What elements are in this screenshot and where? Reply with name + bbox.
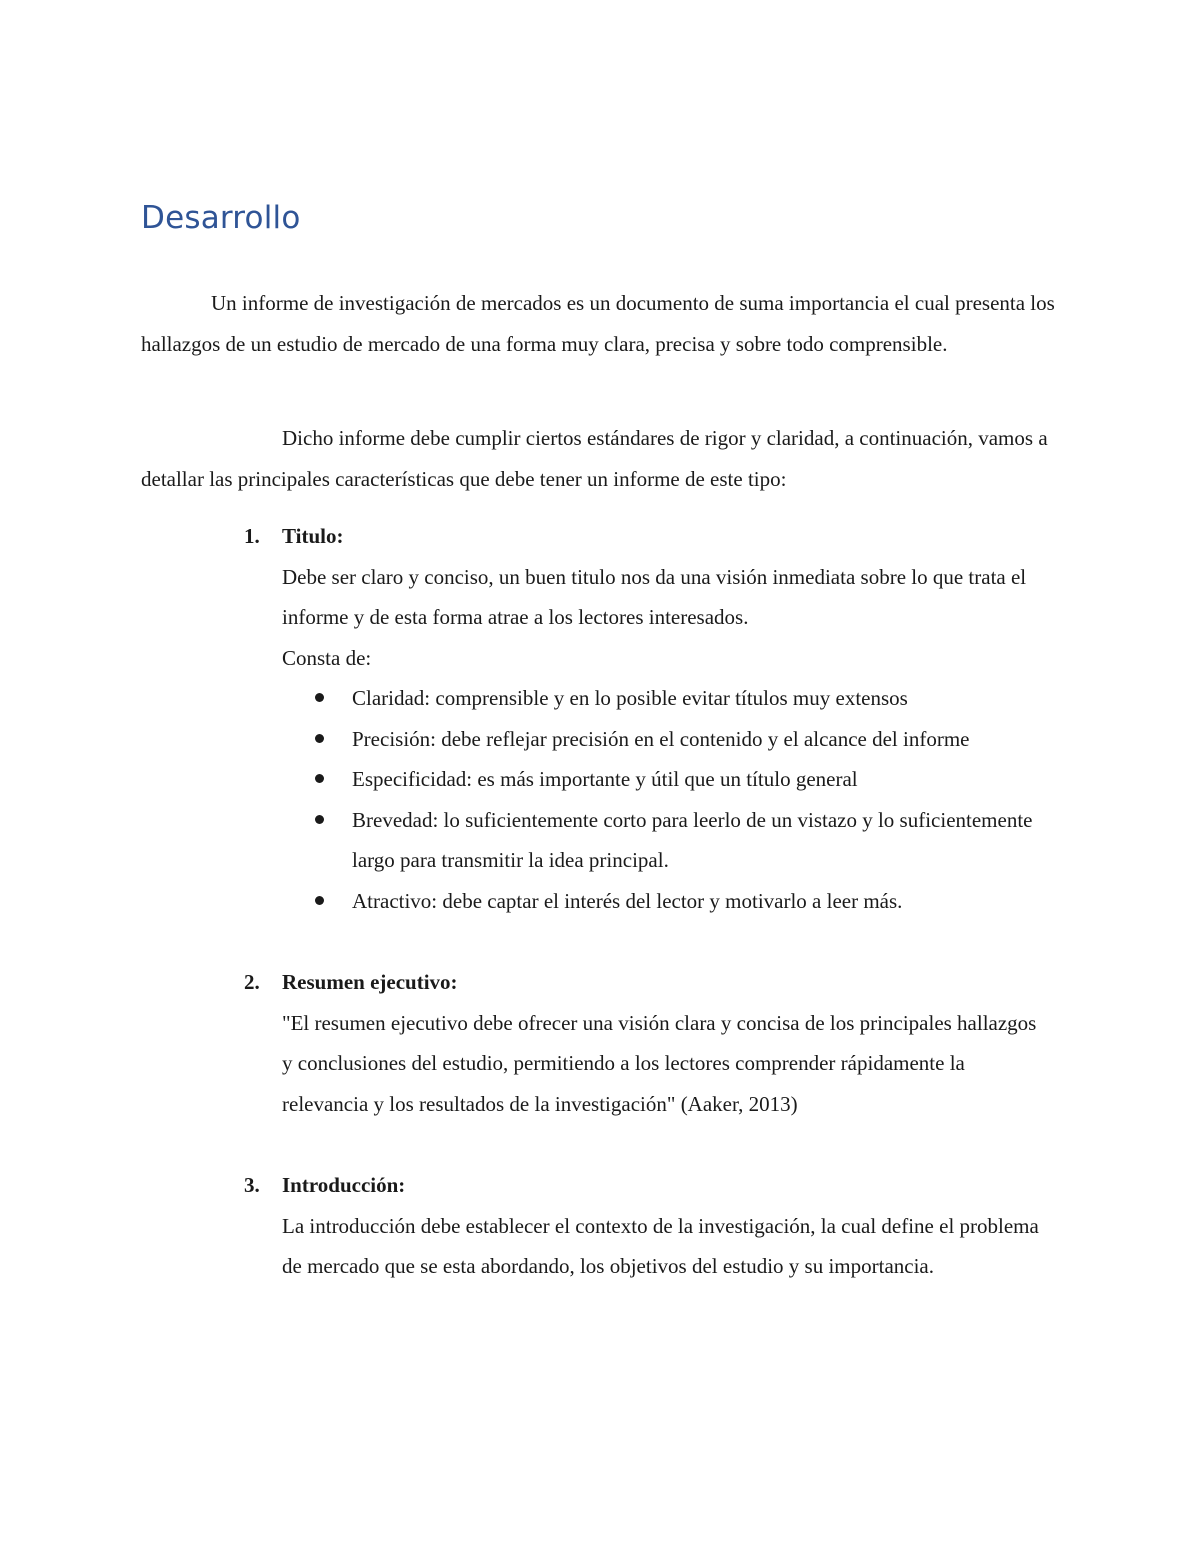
bullet-list — [282, 678, 1051, 921]
intro-paragraph: Un informe de investigación de mercados es un documento de suma importancia el cual presenta los hallazgos de un estudio de mercado de una forma muy clara, precisa y sobre todo comprensible. — [141, 291, 1055, 356]
list-item-text: Debe ser claro y conciso, un buen titulo nos da una visión inmediata sobre lo que trata el informe y de esta forma atrae a los lectores interesados. — [282, 564, 1027, 629]
characteristics-paragraph: Dicho informe debe cumplir ciertos estándares de rigor y claridad, a continuación, vamos a detallar las principales características que debe tener un informe de este tipo: — [141, 426, 1048, 491]
list-item — [141, 1165, 1051, 1287]
list-item-title: Titulo: — [282, 524, 344, 548]
section-heading: Desarrollo — [141, 200, 301, 236]
bullet-icon — [315, 774, 324, 783]
list-item — [141, 962, 1051, 1124]
bullet-item — [282, 678, 1051, 719]
list-item-resumen-block — [141, 962, 1051, 1124]
bullet-text: Claridad: comprensible y en lo posible evitar títulos muy extensos — [352, 686, 908, 710]
list-item-introduccion-block — [141, 1165, 1051, 1287]
list-number: 3. — [244, 1173, 260, 1197]
list-item-text: "El resumen ejecutivo debe ofrecer una visión clara y concisa de los principales hallazgos y conclusiones del estudio, permitiendo a los lectores comprender rápidamente la relevancia y los resultados de la investigación" (Aaker, 2013) — [282, 1010, 1037, 1116]
list-item — [141, 516, 1051, 921]
bullet-icon — [315, 734, 324, 743]
list-item-text: La introducción debe establecer el contexto de la investigación, la cual define el problema de mercado que se esta abordando, los objetivos del estudio y su importancia. — [282, 1213, 1039, 1278]
list-item-title: Introducción: — [282, 1173, 406, 1197]
bullet-text: Brevedad: lo suficientemente corto para leerlo de un vistazo y lo suficientemente largo para transmitir la idea principal. — [352, 807, 1033, 872]
list-number: 2. — [244, 970, 260, 994]
bullet-text: Especificidad: es más importante y útil que un título general — [352, 767, 858, 791]
bullet-item — [282, 719, 1051, 760]
bullet-icon — [315, 693, 324, 702]
list-number: 1. — [244, 524, 260, 548]
bullet-icon — [315, 815, 324, 824]
list-item-subheading: Consta de: — [282, 645, 372, 670]
bullet-text: Precisión: debe reflejar precisión en el contenido y el alcance del informe — [352, 726, 970, 751]
bullet-item — [282, 800, 1051, 881]
bullet-text: Atractivo: debe captar el interés del lector y motivarlo a leer más. — [352, 888, 903, 913]
bullet-icon — [315, 896, 324, 905]
list-item-titulo-block — [141, 516, 1051, 921]
bullet-item — [282, 759, 1051, 800]
list-item-title: Resumen ejecutivo: — [282, 970, 458, 994]
bullet-item — [282, 881, 1051, 922]
